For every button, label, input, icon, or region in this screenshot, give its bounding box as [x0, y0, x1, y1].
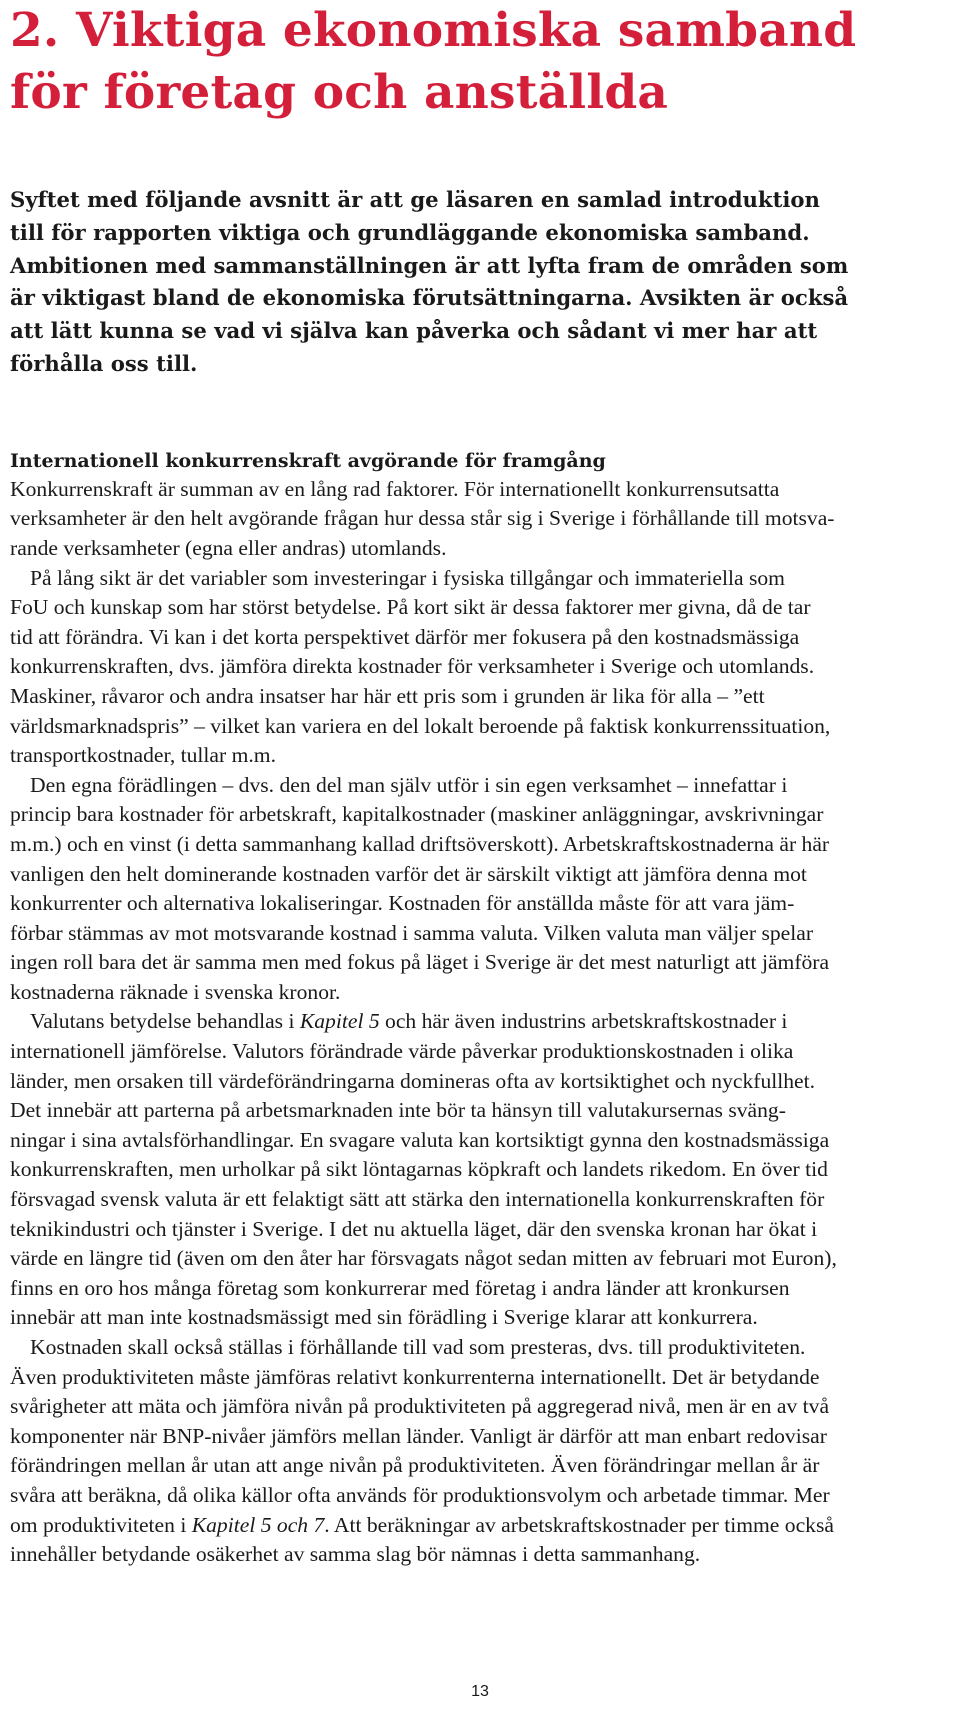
text-line: princip bara kostnader för arbetskraft, kapitalkostnader (maskiner anläggningar, avskrivningar: [10, 802, 824, 827]
text-line: Syftet med följande avsnitt är att ge läsaren en samlad introduktion: [10, 187, 820, 212]
paragraph-5-reference-line: om produktiviteten i Kapitel 5 och 7. Att beräkningar av arbetskraftskostnader per timme också: [10, 1512, 834, 1537]
text-line: länder, men orsaken till värdeförändringarna domineras ofta av kortsiktighet och nyckfullhet.: [10, 1068, 816, 1093]
chapter-title: [10, 0, 950, 124]
paragraph-4-first-line: Valutans betydelse behandlas i Kapitel 5 och här även industrins arbetskraftskostnader i: [30, 1009, 788, 1034]
text-line: förändringen mellan år utan att ange nivån på produktiviteten. Även förändringar mellan år är: [10, 1453, 820, 1478]
chapter-title-line-1: 2. Viktiga ekonomiska samband: [10, 3, 857, 58]
text-line: världsmarknadspris” – vilket kan variera en del lokalt beroende på faktisk konkurrenssituation,: [10, 713, 831, 738]
text-line: teknikindustri och tjänster i Sverige. I det nu aktuella läget, där den svenska kronan har ökat i: [10, 1216, 818, 1241]
text-line: FoU och kunskap som har störst betydelse. På kort sikt är dessa faktorer mer givna, då de tar: [10, 595, 811, 620]
text-line: verksamheter är den helt avgörande frågan hur dessa står sig i Sverige i förhållande till motsva-: [10, 506, 835, 531]
paragraph-3: [10, 771, 950, 1008]
text-line: ningar i sina avtalsförhandlingar. En svagare valuta kan kortsiktigt gynna den kostnadsmässiga: [10, 1127, 830, 1152]
paragraph-5-last-line: innehåller betydande osäkerhet av samma slag bör nämnas i detta sammanhang.: [10, 1542, 701, 1567]
text-line: är viktigast bland de ekonomiska förutsättningarna. Avsikten är också: [10, 285, 849, 311]
text-line: Kostnaden skall också ställas i förhållande till vad som presteras, dvs. till produktiviteten.: [30, 1335, 806, 1359]
paragraph-4: [10, 1007, 950, 1333]
intro-paragraph: [10, 184, 950, 381]
text-line: Även produktiviteten måste jämföras relativt konkurrenterna internationellt. Det är betydande: [10, 1364, 820, 1389]
text-line: transportkostnader, tullar m.m.: [10, 743, 276, 768]
text-line: Det innebär att parterna på arbetsmarknaden inte bör ta hänsyn till valutakursernas sväng-: [10, 1098, 786, 1123]
text-line: värde en längre tid (även om den åter har försvagats något sedan mitten av februari mot Euron),: [10, 1246, 837, 1271]
text-line: försvagad svensk valuta är ett felaktigt sätt att stärka den internationella konkurrenskraften för: [10, 1187, 825, 1212]
paragraph-2: [10, 564, 950, 771]
text-line: förhålla oss till.: [10, 350, 198, 376]
text-line: konkurrenskraften, dvs. jämföra direkta kostnader för verksamheter i Sverige och utomlands.: [10, 654, 815, 679]
text-line: Den egna förädlingen – dvs. den del man själv utför i sin egen verksamhet – innefattar i: [30, 772, 788, 797]
text-line: konkurrenter och alternativa lokaliseringar. Kostnaden för anställda måste för att vara jäm-: [10, 891, 795, 916]
text-line: På lång sikt är det variabler som investeringar i fysiska tillgångar och immateriella som: [30, 565, 785, 590]
text-line: Maskiner, råvaror och andra insatser har här ett pris som i grunden är lika för alla – ”ett: [10, 683, 765, 708]
section-heading: Internationell konkurrenskraft avgörande för framgång: [10, 449, 606, 472]
paragraph-1: [10, 475, 950, 564]
text-line: att lätt kunna se vad vi själva kan påverka och sådant vi mer har att: [10, 318, 818, 344]
text-line: m.m.) och en vinst (i detta sammanhang kallad driftsöverskott). Arbetskraftskostnaderna är här: [10, 831, 830, 856]
text-line: tid att förändra. Vi kan i det korta perspektivet därför mer fokusera på den kostnadsmässiga: [10, 624, 800, 649]
text-line: konkurrenskraften, men urholkar på sikt löntagarnas köpkraft och landets rikedom. En över tid: [10, 1157, 828, 1182]
text-line: ingen roll bara det är samma men med fokus på läget i Sverige är det mest naturligt att jämföra: [10, 950, 830, 975]
text-line: komponenter när BNP-nivåer jämförs mellan länder. Vanligt är därför att man enbart redovisar: [10, 1423, 827, 1448]
text-line: förbar stämmas av mot motsvarande kostnad i samma valuta. Vilken valuta man väljer spelar: [10, 920, 814, 945]
text-line: internationell jämförelse. Valutors förändrade värde påverkar produktionskostnaden i olika: [10, 1039, 794, 1064]
page-number: 13: [471, 1683, 489, 1700]
chapter-title-line-2: för företag och anställda: [10, 65, 669, 120]
text-line: vanligen den helt dominerande kostnaden varför det är särskilt viktigt att jämföra denna mot: [10, 861, 807, 886]
paragraph-5: [10, 1333, 950, 1570]
text-line: finns en oro hos många företag som konkurrerar med företag i andra länder att kronkursen: [10, 1275, 790, 1300]
text-line: Konkurrenskraft är summan av en lång rad faktorer. För internationellt konkurrensutsatta: [10, 476, 780, 501]
body-text: [10, 475, 950, 1570]
text-line: kostnaderna räknade i svenska kronor.: [10, 979, 341, 1004]
text-line: svårigheter att mäta och jämföra nivån på produktiviteten på aggregerad nivå, men är en av två: [10, 1394, 830, 1419]
text-line: rande verksamheter (egna eller andras) utomlands.: [10, 535, 447, 560]
text-line: Ambitionen med sammanställningen är att lyfta fram de områden som: [10, 252, 849, 278]
text-line: till för rapporten viktiga och grundläggande ekonomiska samband.: [10, 219, 810, 245]
text-line: svåra att beräkna, då olika källor ofta används för produktionsvolym och arbetade timmar. Mer: [10, 1482, 830, 1507]
text-line: innebär att man inte kostnadsmässigt med sin förädling i Sverige klarar att konkurrera.: [10, 1305, 758, 1330]
document-page: [10, 0, 950, 1570]
chapter-reference: Kapitel 5 och 7: [191, 1512, 325, 1537]
chapter-reference: Kapitel 5: [299, 1009, 380, 1034]
